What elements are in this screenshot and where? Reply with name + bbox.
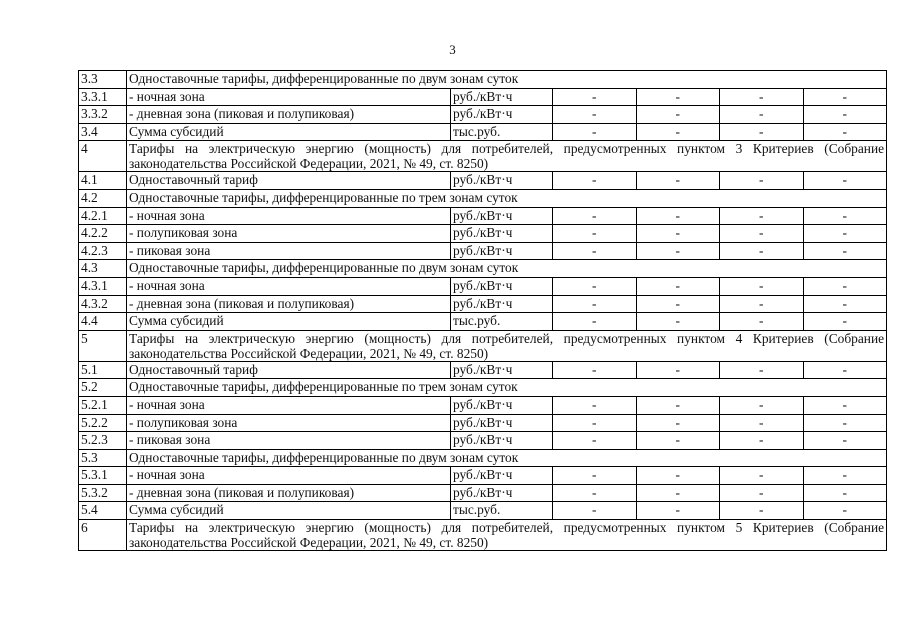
value-cell: - [636, 414, 720, 432]
value-cell: - [553, 484, 637, 502]
table-row [79, 295, 887, 313]
group-header-row [79, 260, 887, 278]
value-cell: - [803, 361, 887, 379]
table-row [79, 172, 887, 190]
row-name-cell: - пиковая зона [127, 432, 451, 450]
row-name-cell: - дневная зона (пиковая и полупиковая) [127, 106, 451, 124]
row-number-cell: 3.4 [79, 123, 127, 141]
row-name-cell: - ночная зона [127, 467, 451, 485]
value-cell: - [636, 484, 720, 502]
table-row [79, 242, 887, 260]
table-row [79, 396, 887, 414]
row-number-cell: 4.4 [79, 313, 127, 331]
row-name-cell: - ночная зона [127, 396, 451, 414]
row-number-cell: 5.2.3 [79, 432, 127, 450]
value-cell: - [636, 295, 720, 313]
value-cell: - [803, 295, 887, 313]
row-number-cell: 4.3.1 [79, 277, 127, 295]
tariff-table-body [79, 71, 887, 551]
unit-cell: тыс.руб. [451, 502, 553, 520]
value-cell: - [803, 396, 887, 414]
value-cell: - [553, 123, 637, 141]
row-name-cell: - полупиковая зона [127, 414, 451, 432]
value-cell: - [803, 106, 887, 124]
table-row [79, 484, 887, 502]
row-name-cell: - ночная зона [127, 88, 451, 106]
value-cell: - [803, 414, 887, 432]
unit-cell: тыс.руб. [451, 313, 553, 331]
value-cell: - [553, 432, 637, 450]
row-number-cell: 5 [79, 330, 127, 361]
table-row [79, 225, 887, 243]
row-name-cell: Одноставочный тариф [127, 172, 451, 190]
table-row [79, 502, 887, 520]
value-cell: - [553, 313, 637, 331]
row-number-cell: 3.3 [79, 71, 127, 89]
value-cell: - [636, 432, 720, 450]
value-cell: - [553, 361, 637, 379]
row-name-cell: - ночная зона [127, 207, 451, 225]
row-number-cell: 4 [79, 141, 127, 172]
table-row [79, 207, 887, 225]
value-cell: - [553, 277, 637, 295]
row-number-cell: 5.1 [79, 361, 127, 379]
group-header-row [79, 449, 887, 467]
row-name-cell: - дневная зона (пиковая и полупиковая) [127, 484, 451, 502]
value-cell: - [720, 106, 804, 124]
value-cell: - [636, 207, 720, 225]
value-cell: - [720, 123, 804, 141]
value-cell: - [803, 207, 887, 225]
value-cell: - [803, 225, 887, 243]
value-cell: - [720, 432, 804, 450]
section-title-cell: Тарифы на электрическую энергию (мощность) для потребителей, предусмотренных пунктом 3 Критериев (Собрание законодательства Российской Федерации, 2021, № 49, ст. 8250) [127, 141, 887, 172]
group-title-cell: Одноставочные тарифы, дифференцированные по трем зонам суток [127, 379, 887, 397]
value-cell: - [720, 225, 804, 243]
table-row [79, 277, 887, 295]
unit-cell: руб./кВт·ч [451, 414, 553, 432]
unit-cell: руб./кВт·ч [451, 484, 553, 502]
row-name-cell: Сумма субсидий [127, 123, 451, 141]
value-cell: - [720, 467, 804, 485]
value-cell: - [636, 396, 720, 414]
row-number-cell: 5.3 [79, 449, 127, 467]
value-cell: - [636, 123, 720, 141]
value-cell: - [553, 414, 637, 432]
value-cell: - [553, 207, 637, 225]
value-cell: - [636, 277, 720, 295]
table-row [79, 88, 887, 106]
table-row [79, 361, 887, 379]
value-cell: - [553, 225, 637, 243]
group-title-cell: Одноставочные тарифы, дифференцированные по двум зонам суток [127, 71, 887, 89]
value-cell: - [720, 484, 804, 502]
row-number-cell: 4.3 [79, 260, 127, 278]
unit-cell: руб./кВт·ч [451, 88, 553, 106]
value-cell: - [553, 242, 637, 260]
row-number-cell: 5.3.1 [79, 467, 127, 485]
section-title-cell: Тарифы на электрическую энергию (мощность) для потребителей, предусмотренных пунктом 5 Критериев (Собрание законодательства Российской Федерации, 2021, № 49, ст. 8250) [127, 520, 887, 551]
row-number-cell: 4.1 [79, 172, 127, 190]
section-row [79, 330, 887, 361]
value-cell: - [803, 313, 887, 331]
row-number-cell: 5.2.1 [79, 396, 127, 414]
unit-cell: руб./кВт·ч [451, 242, 553, 260]
value-cell: - [720, 88, 804, 106]
unit-cell: руб./кВт·ч [451, 467, 553, 485]
unit-cell: руб./кВт·ч [451, 396, 553, 414]
value-cell: - [636, 313, 720, 331]
value-cell: - [720, 414, 804, 432]
table-row [79, 313, 887, 331]
group-header-row [79, 71, 887, 89]
row-number-cell: 5.2.2 [79, 414, 127, 432]
value-cell: - [636, 88, 720, 106]
unit-cell: руб./кВт·ч [451, 361, 553, 379]
value-cell: - [720, 277, 804, 295]
unit-cell: руб./кВт·ч [451, 295, 553, 313]
unit-cell: руб./кВт·ч [451, 225, 553, 243]
unit-cell: тыс.руб. [451, 123, 553, 141]
group-title-cell: Одноставочные тарифы, дифференцированные по двум зонам суток [127, 449, 887, 467]
row-number-cell: 6 [79, 520, 127, 551]
row-number-cell: 4.2.3 [79, 242, 127, 260]
value-cell: - [636, 361, 720, 379]
value-cell: - [636, 242, 720, 260]
value-cell: - [720, 172, 804, 190]
value-cell: - [636, 106, 720, 124]
page-number: 3 [449, 42, 456, 57]
row-number-cell: 5.4 [79, 502, 127, 520]
value-cell: - [803, 484, 887, 502]
row-name-cell: - ночная зона [127, 277, 451, 295]
row-number-cell: 4.2 [79, 189, 127, 207]
row-number-cell: 5.3.2 [79, 484, 127, 502]
group-title-cell: Одноставочные тарифы, дифференцированные по трем зонам суток [127, 189, 887, 207]
value-cell: - [553, 502, 637, 520]
row-name-cell: - полупиковая зона [127, 225, 451, 243]
value-cell: - [553, 172, 637, 190]
value-cell: - [720, 242, 804, 260]
value-cell: - [553, 396, 637, 414]
unit-cell: руб./кВт·ч [451, 172, 553, 190]
value-cell: - [553, 106, 637, 124]
value-cell: - [636, 502, 720, 520]
value-cell: - [803, 277, 887, 295]
unit-cell: руб./кВт·ч [451, 106, 553, 124]
value-cell: - [803, 432, 887, 450]
row-number-cell: 3.3.1 [79, 88, 127, 106]
value-cell: - [720, 396, 804, 414]
table-row [79, 106, 887, 124]
section-title-cell: Тарифы на электрическую энергию (мощность) для потребителей, предусмотренных пунктом 4 Критериев (Собрание законодательства Российской Федерации, 2021, № 49, ст. 8250) [127, 330, 887, 361]
value-cell: - [803, 88, 887, 106]
unit-cell: руб./кВт·ч [451, 207, 553, 225]
table-row [79, 414, 887, 432]
group-title-cell: Одноставочные тарифы, дифференцированные по двум зонам суток [127, 260, 887, 278]
value-cell: - [720, 295, 804, 313]
row-name-cell: - пиковая зона [127, 242, 451, 260]
value-cell: - [720, 502, 804, 520]
value-cell: - [553, 467, 637, 485]
value-cell: - [803, 123, 887, 141]
value-cell: - [803, 502, 887, 520]
table-row [79, 123, 887, 141]
value-cell: - [720, 361, 804, 379]
table-row [79, 467, 887, 485]
value-cell: - [720, 313, 804, 331]
value-cell: - [803, 172, 887, 190]
value-cell: - [803, 242, 887, 260]
value-cell: - [553, 295, 637, 313]
value-cell: - [636, 467, 720, 485]
value-cell: - [720, 207, 804, 225]
value-cell: - [803, 467, 887, 485]
row-number-cell: 4.2.2 [79, 225, 127, 243]
unit-cell: руб./кВт·ч [451, 277, 553, 295]
tariff-table [78, 70, 887, 551]
value-cell: - [636, 172, 720, 190]
section-row [79, 520, 887, 551]
row-number-cell: 3.3.2 [79, 106, 127, 124]
row-number-cell: 4.2.1 [79, 207, 127, 225]
table-row [79, 432, 887, 450]
row-number-cell: 4.3.2 [79, 295, 127, 313]
row-name-cell: Одноставочный тариф [127, 361, 451, 379]
section-row [79, 141, 887, 172]
unit-cell: руб./кВт·ч [451, 432, 553, 450]
value-cell: - [636, 225, 720, 243]
row-name-cell: Сумма субсидий [127, 502, 451, 520]
value-cell: - [553, 88, 637, 106]
row-name-cell: - дневная зона (пиковая и полупиковая) [127, 295, 451, 313]
group-header-row [79, 189, 887, 207]
row-number-cell: 5.2 [79, 379, 127, 397]
row-name-cell: Сумма субсидий [127, 313, 451, 331]
group-header-row [79, 379, 887, 397]
